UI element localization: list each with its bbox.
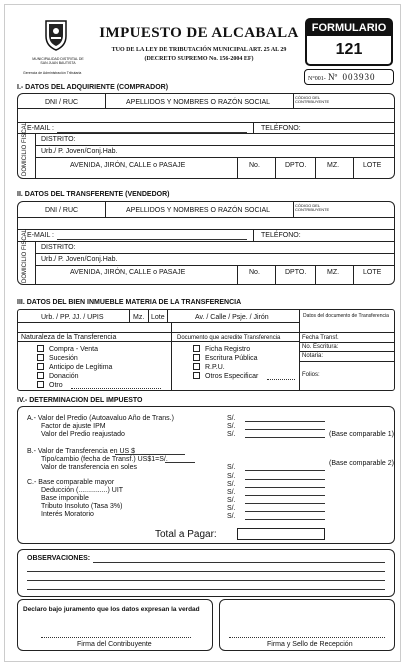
folios-label: Folios: <box>302 372 320 378</box>
base-comparable-1-label: (Base comparable 1) <box>329 431 394 438</box>
donacion-label: Donación <box>49 373 79 380</box>
rpu-checkbox[interactable] <box>193 363 200 370</box>
buyer-avenida-label: AVENIDA, JIRÓN, CALLE o PASAJE <box>70 162 186 169</box>
serial-number: 003930 <box>342 72 376 82</box>
buyer-names-label: APELLIDOS Y NOMBRES O RAZÓN SOCIAL <box>126 99 271 106</box>
serial-box <box>304 69 394 85</box>
ficha-registro-checkbox[interactable] <box>193 345 200 352</box>
c4-label: Tributo Insoluto (Tasa 3%) <box>41 503 123 510</box>
municipal-coat-of-arms-icon <box>43 19 69 51</box>
declaration-text: Declaro bajo juramento que los datos expresan la verdad <box>23 606 200 613</box>
seller-dni-label: DNI / RUC <box>45 207 79 214</box>
section-3-title: III. DATOS DEL BIEN INMUEBLE MATERIA DE LA TRANSFERENCIA <box>17 299 242 306</box>
otro-checkbox[interactable] <box>37 381 44 388</box>
seller-domicilio-label: DOMICILIO FISCAL <box>22 228 28 283</box>
seller-urb-label: Urb./ P. Joven/Conj.Hab. <box>41 256 118 263</box>
reception-signature-label: Firma y Sello de Recepción <box>267 641 353 648</box>
seller-avenida-label: AVENIDA, JIRÓN, CALLE o PASAJE <box>70 269 186 276</box>
municipality-name: MUNICIPALIDAD DISTRITAL DE SAN JUAN BAUTISTA <box>32 57 84 65</box>
c1-currency: S/. <box>227 481 236 488</box>
c3-currency: S/. <box>227 497 236 504</box>
buyer-no-label: No. <box>249 162 260 169</box>
section-1-title: I.- DATOS DEL ADQUIRIENTE (COMPRADOR) <box>17 84 169 91</box>
anticipo-checkbox[interactable] <box>37 363 44 370</box>
transfer-doc-label: Documento que acredite Transferencia <box>177 335 281 341</box>
notary-label: Notaria: <box>302 353 324 359</box>
buyer-domicilio-label: DOMICILIO FISCAL <box>22 121 28 176</box>
b1-label: B.- Valor de Transferencia en US $ <box>27 448 136 455</box>
c0-currency: S/. <box>227 473 236 480</box>
transfer-nature-label: Naturaleza de la Transferencia <box>21 334 117 341</box>
property-mz-label: Mz. <box>133 314 145 321</box>
buyer-dni-label: DNI / RUC <box>45 99 79 106</box>
escritura-publica-checkbox[interactable] <box>193 354 200 361</box>
otros-especificar-checkbox[interactable] <box>193 372 200 379</box>
seller-dpto-label: DPTO. <box>285 269 307 276</box>
buyer-email-label: E-MAIL : <box>27 125 54 132</box>
buyer-mz-label: MZ. <box>327 162 340 169</box>
property-av-label: Av. / Calle / Psje. / Jirón <box>195 314 269 321</box>
escritura-publica-label: Escritura Pública <box>205 355 258 362</box>
a1-label: A.- Valor del Predio (Autoavaluo Año de Trans.) <box>27 415 174 422</box>
a3-label: Valor del Predio reajustado <box>41 431 125 438</box>
anticipo-label: Anticipo de Legítima <box>49 364 113 371</box>
observations-label: OBSERVACIONES: <box>27 555 91 562</box>
buyer-phone-label: TELÉFONO: <box>261 125 301 132</box>
formulario-number: 121 <box>335 41 363 58</box>
property-urb-label: Urb. / PP. JJ. / UPIS <box>41 314 104 321</box>
tax-office-name: Gerencia de Administración Tributaria <box>23 71 82 75</box>
transfer-date-label: Fecha Transf. <box>302 335 339 341</box>
buyer-distrito-label: DISTRITO: <box>41 136 76 143</box>
buyer-lote-label: LOTE <box>363 162 382 169</box>
a2-currency: S/. <box>227 423 236 430</box>
a3-currency: S/. <box>227 431 236 438</box>
compra-venta-checkbox[interactable] <box>37 345 44 352</box>
a2-label: Factor de ajuste IPM <box>41 423 106 430</box>
sucesion-checkbox[interactable] <box>37 354 44 361</box>
serial-no-label: Nº <box>327 72 338 82</box>
base-comparable-2-label: (Base comparable 2) <box>329 460 394 467</box>
seller-phone-label: TELÉFONO: <box>261 232 301 239</box>
form-title: IMPUESTO DE ALCABALA <box>99 25 299 41</box>
c5-currency: S/. <box>227 513 236 520</box>
c1-label: C.- Base comparable mayor <box>27 479 115 486</box>
total-amount-box[interactable] <box>237 528 325 540</box>
seller-email-label: E-MAIL : <box>27 232 54 239</box>
b2-label: Tipo/cambio (fecha de Transf.) US$1=S/. <box>41 456 168 463</box>
contributor-signature-label: Firma del Contribuyente <box>77 641 152 648</box>
c2-label: Deducción (...............) UIT <box>41 487 124 494</box>
ficha-registro-label: Ficha Registro <box>205 346 251 353</box>
donacion-checkbox[interactable] <box>37 372 44 379</box>
seller-no-label: No. <box>249 269 260 276</box>
decree-reference: (DECRETO SUPREMO No. 156-2004 EF) <box>144 56 254 62</box>
seller-distrito-label: DISTRITO: <box>41 244 76 251</box>
formulario-box <box>305 18 393 66</box>
b3-currency: S/. <box>227 464 236 471</box>
buyer-code-label: CÓDIGO DEL CONTRIBUYENTE <box>295 95 330 105</box>
section-4-title: IV.- DETERMINACION DEL IMPUESTO <box>17 397 143 404</box>
total-label: Total a Pagar: <box>155 529 217 540</box>
transfer-doc-data-label: Datos del documento de Transferencia <box>303 313 389 319</box>
seller-lote-label: LOTE <box>363 269 382 276</box>
a1-currency: S/. <box>227 415 236 422</box>
buyer-urb-label: Urb./ P. Joven/Conj.Hab. <box>41 148 118 155</box>
seller-mz-label: MZ. <box>327 269 340 276</box>
formulario-label: FORMULARIO <box>307 20 391 36</box>
c4-currency: S/. <box>227 505 236 512</box>
property-lote-label: Lote <box>151 314 165 321</box>
sucesion-label: Sucesión <box>49 355 78 362</box>
compra-venta-label: Compra - Venta <box>49 346 99 353</box>
c2-currency: S/. <box>227 489 236 496</box>
b3-label: Valor de transferencia en soles <box>41 464 137 471</box>
form-page <box>4 4 401 662</box>
otro-label: Otro <box>49 382 63 389</box>
seller-names-label: APELLIDOS Y NOMBRES O RAZÓN SOCIAL <box>126 207 271 214</box>
deed-number-label: No. Escritura: <box>302 344 339 350</box>
seller-code-label: CÓDIGO DEL CONTRIBUYENTE <box>295 203 330 213</box>
c3-label: Base imponible <box>41 495 89 502</box>
rpu-label: R.P.U. <box>205 364 225 371</box>
otros-especificar-label: Otros Especificar <box>205 373 259 380</box>
buyer-dpto-label: DPTO. <box>285 162 307 169</box>
law-reference: TUO DE LA LEY DE TRIBUTACIÓN MUNICIPAL ART. 25 AL 29 <box>111 47 287 53</box>
serial-prefix: N°001- <box>308 76 326 82</box>
c5-label: Interés Moratorio <box>41 511 94 518</box>
section-2-title: II. DATOS DEL TRANSFERENTE (VENDEDOR) <box>17 191 170 198</box>
